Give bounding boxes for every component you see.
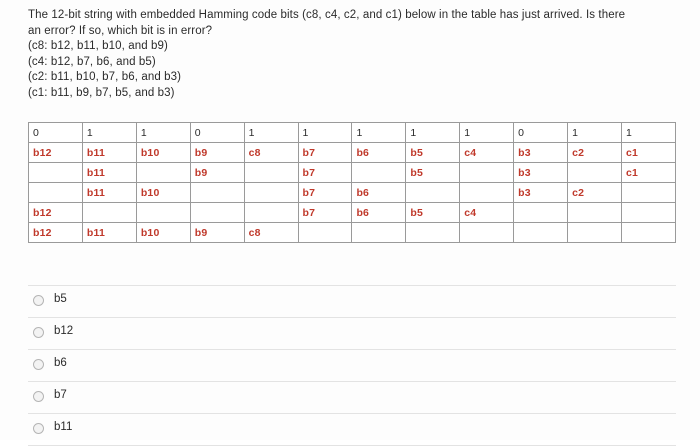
table-cell: c4 [460,143,514,163]
table-cell: 1 [298,123,352,143]
answer-option-row[interactable] [28,350,676,382]
table-row-bit-labels [29,143,676,163]
table-cell [29,183,83,203]
table-cell: b5 [406,143,460,163]
answer-option-label: b6 [54,357,67,369]
hamming-code-table [28,122,676,243]
table-cell: b12 [29,203,83,223]
table-cell: c2 [568,143,622,163]
table-cell: b7 [298,163,352,183]
table-cell [29,163,83,183]
radio-button-icon[interactable] [33,327,44,338]
table-cell: c1 [621,143,675,163]
answer-option-label: b7 [54,389,67,401]
table-cell [568,203,622,223]
table-cell [460,163,514,183]
table-cell: b6 [352,203,406,223]
table-cell [244,183,298,203]
table-cell: b10 [136,223,190,243]
table-cell [568,223,622,243]
table-row-c2 [29,183,676,203]
table-cell: 1 [82,123,136,143]
table-cell: 1 [568,123,622,143]
table-cell: b5 [406,163,460,183]
table-cell [190,183,244,203]
question-line-5: (c2: b11, b10, b7, b6, and b3) [28,71,182,83]
table-row-c4 [29,203,676,223]
table-cell: b11 [82,143,136,163]
table-row-c8 [29,223,676,243]
table-cell: b12 [29,143,83,163]
question-line-2: an error? If so, which bit is in error? [28,24,213,37]
answer-option-row[interactable] [28,382,676,414]
question-text [28,8,678,101]
table-row-c1 [29,163,676,183]
table-cell: b7 [298,203,352,223]
table-cell: b7 [298,183,352,203]
table-cell: 1 [244,123,298,143]
table-cell [621,203,675,223]
radio-button-icon[interactable] [33,391,44,402]
table-cell: b11 [82,183,136,203]
table-cell [460,223,514,243]
table-cell: c2 [568,183,622,203]
radio-button-icon[interactable] [33,423,44,434]
table-cell: b9 [190,223,244,243]
table-cell: b3 [514,163,568,183]
question-line-4: (c4: b12, b7, b6, and b5) [28,55,156,68]
radio-button-icon[interactable] [33,295,44,306]
table-cell: 0 [29,123,83,143]
table-cell [514,203,568,223]
table-cell [136,203,190,223]
table-cell: 0 [514,123,568,143]
answer-option-row[interactable] [28,285,676,318]
table-cell [352,163,406,183]
table-cell: b3 [514,143,568,163]
table-cell: b9 [190,163,244,183]
table-cell [190,203,244,223]
table-cell [298,223,352,243]
table-cell [136,163,190,183]
table-cell: 1 [621,123,675,143]
question-line-1: The 12-bit string with embedded Hamming code bits (c8, c4, c2, and c1) below in the table has just arrived. Is there [28,9,626,21]
radio-button-icon[interactable] [33,359,44,370]
table-cell [406,223,460,243]
table-cell: b6 [352,183,406,203]
answer-options-list [28,285,676,446]
table-cell [244,163,298,183]
table-cell: c4 [460,203,514,223]
table-cell: b6 [352,143,406,163]
table-cell: b10 [136,143,190,163]
table-cell: 1 [406,123,460,143]
question-line-6: (c1: b11, b9, b7, b5, and b3) [28,86,175,99]
table-cell [406,183,460,203]
table-cell [568,163,622,183]
table-cell [460,183,514,203]
table-row-bit-values [29,123,676,143]
question-line-3: (c8: b12, b11, b10, and b9) [28,40,168,52]
table-cell: 0 [190,123,244,143]
table-cell [82,203,136,223]
table-cell: b11 [82,163,136,183]
table-cell: c8 [244,143,298,163]
table-cell: c1 [621,163,675,183]
answer-option-label: b5 [54,293,67,305]
answer-option-row[interactable] [28,414,676,446]
table-cell [621,183,675,203]
table-cell: b9 [190,143,244,163]
table-cell: b12 [29,223,83,243]
table-cell: b5 [406,203,460,223]
table-cell: b11 [82,223,136,243]
table-cell: 1 [460,123,514,143]
table-cell: b3 [514,183,568,203]
table-cell: 1 [352,123,406,143]
answer-option-label: b12 [54,325,74,337]
table-cell: 1 [136,123,190,143]
table-cell [352,223,406,243]
answer-option-label: b11 [54,421,73,433]
table-cell [621,223,675,243]
table-cell: b10 [136,183,190,203]
table-cell: c8 [244,223,298,243]
answer-option-row[interactable] [28,318,676,350]
table-cell [244,203,298,223]
table-cell [514,223,568,243]
table-cell: b7 [298,143,352,163]
